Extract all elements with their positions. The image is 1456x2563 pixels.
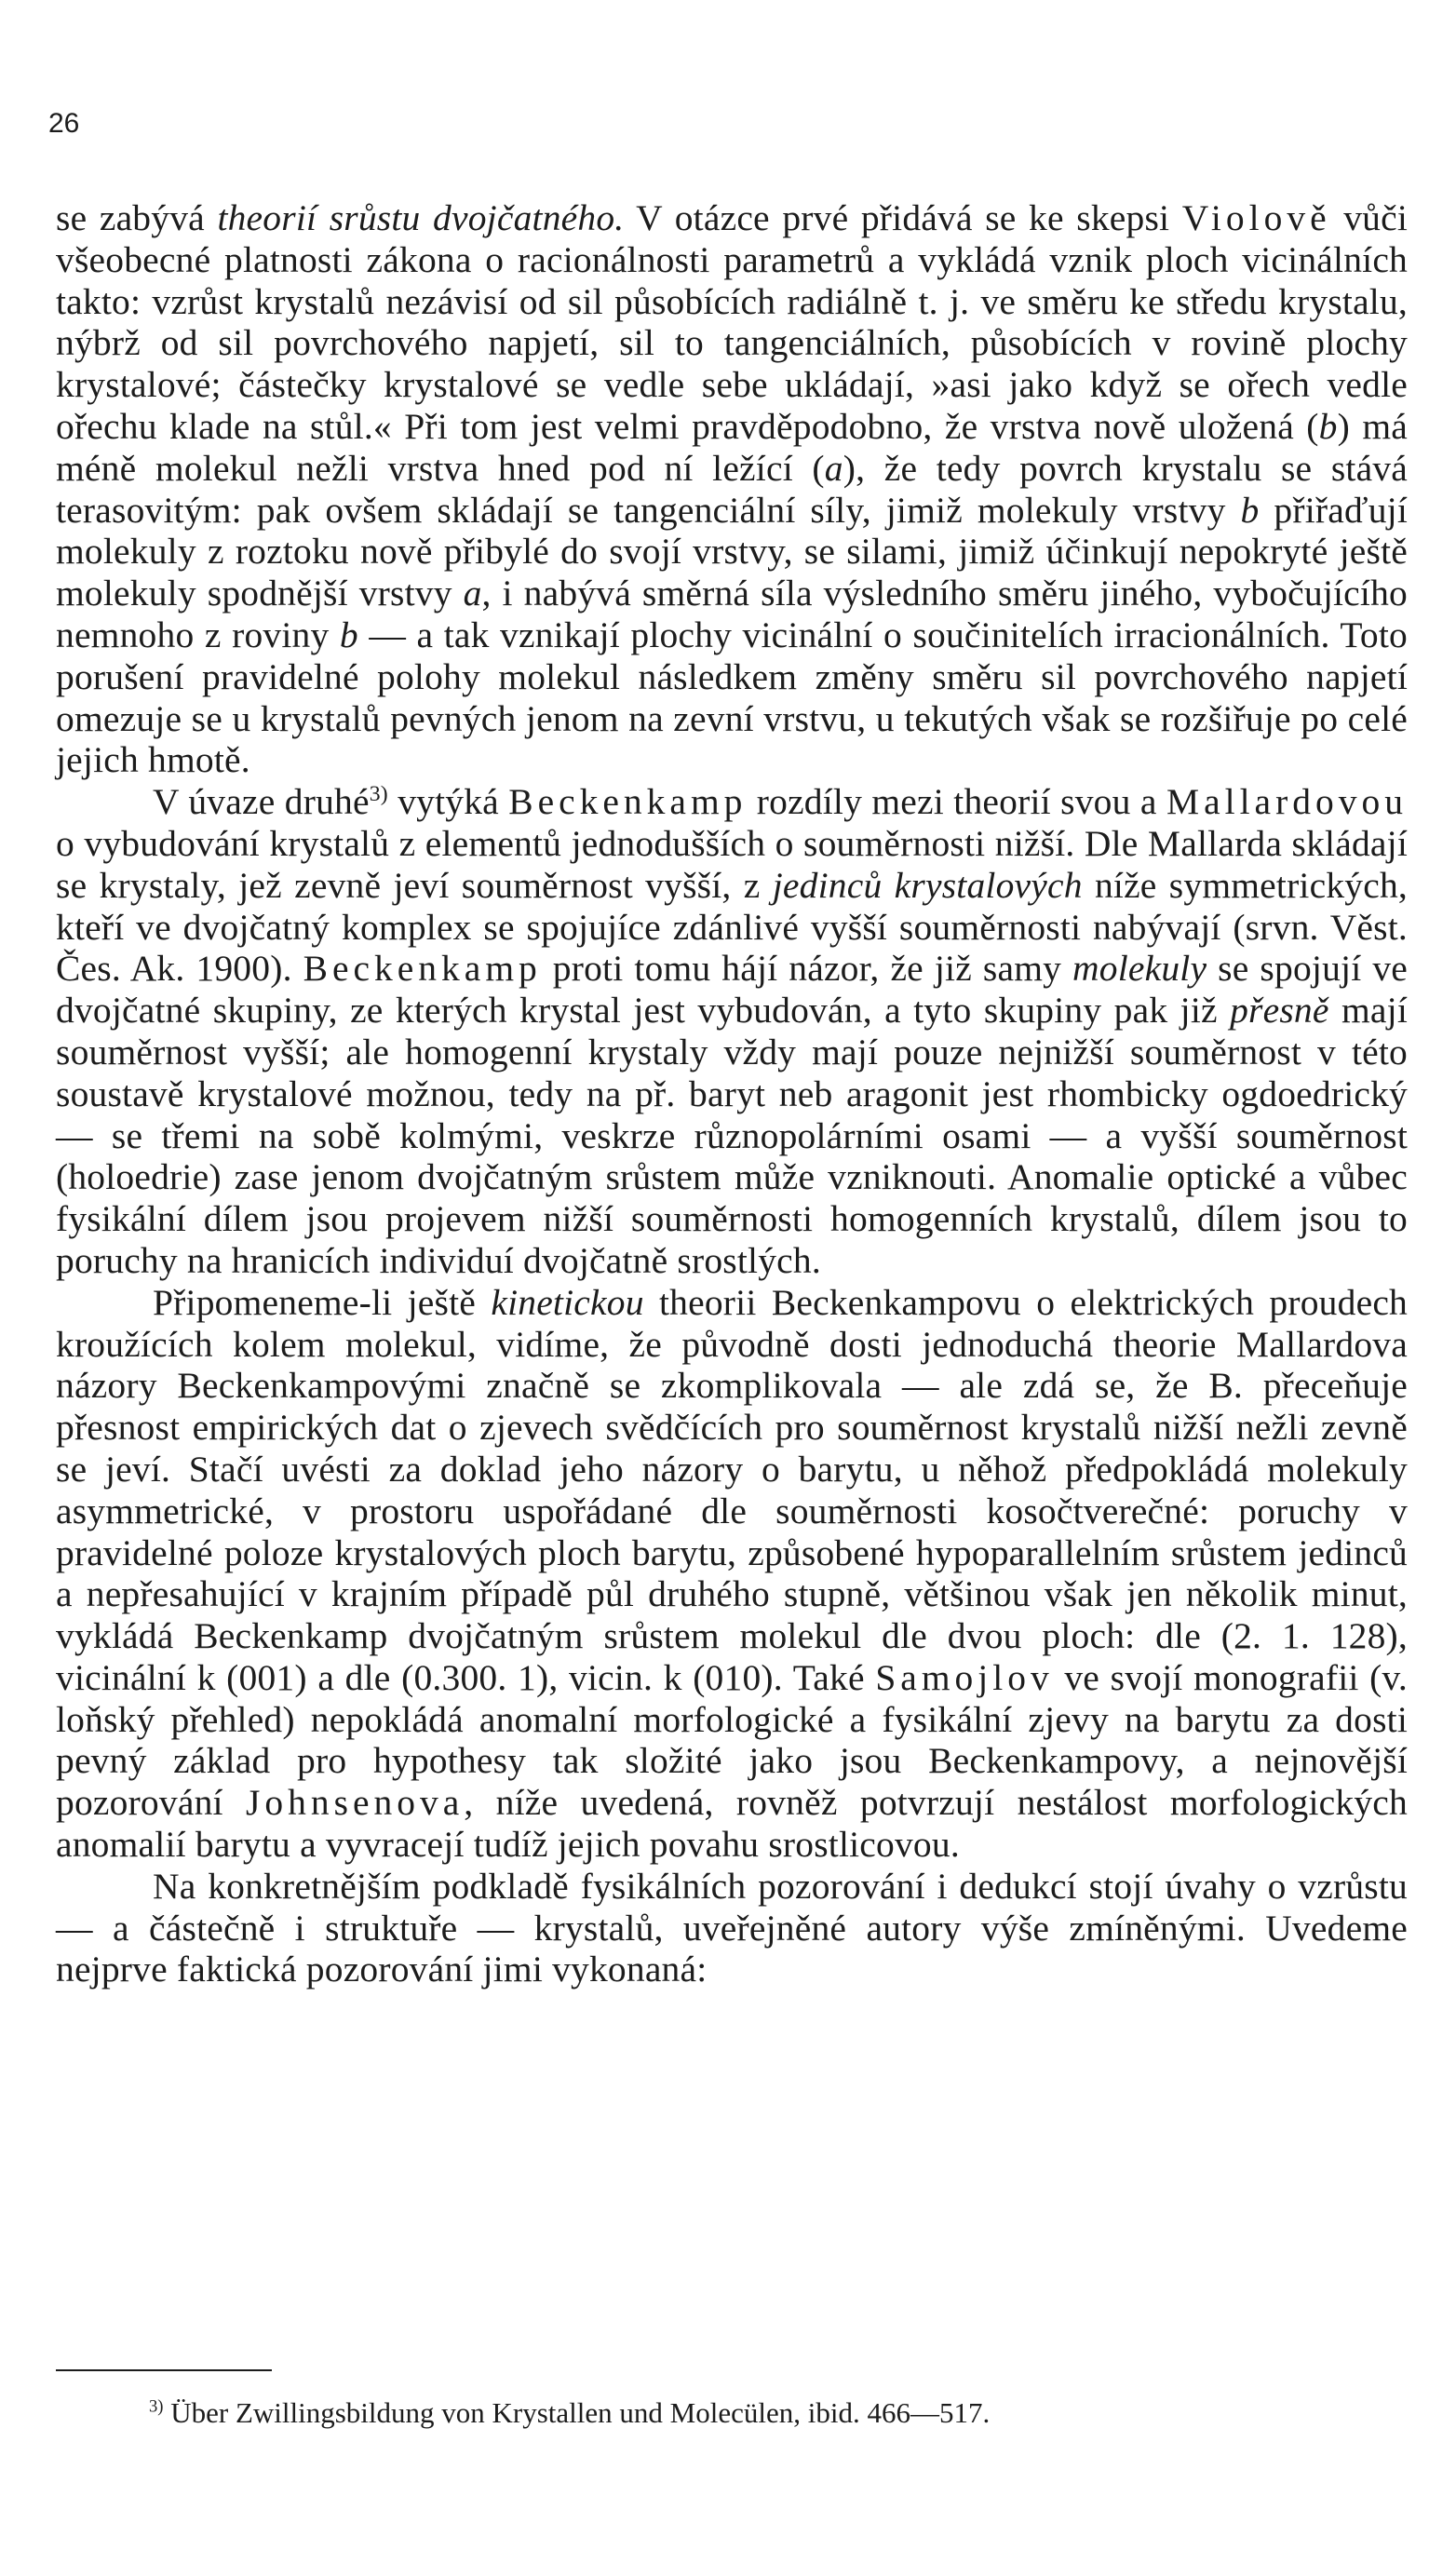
- text-run: se spojují ve dvojčatné skupiny, ze kterých krystal jest vybudován, a tyto skupiny pak již: [56, 948, 1409, 1032]
- text-run: , i nabývá směrná síla výsledního směru jiného, vybočujícího nemnoho z roviny: [56, 573, 1408, 655]
- text-run: , níže uvedená, rovněž potvrzují nestálost morfologických anomalií barytu a vyvracejí tudíž jejich povahu srostlicovou.: [56, 1782, 1408, 1866]
- footnote-marker: 3): [149, 2396, 164, 2417]
- author-name: Beckenkamp: [508, 781, 748, 823]
- footnote-reference: 3): [369, 782, 388, 806]
- italic-text: b: [339, 614, 358, 655]
- body-text: [56, 197, 1408, 1990]
- author-name: Johnsenova: [245, 1782, 465, 1824]
- text-run: Připomeneme-li ještě: [153, 1281, 492, 1323]
- paragraph: [56, 1282, 1408, 1866]
- text-run: V otázce prvé přidává se ke skepsi: [624, 197, 1182, 238]
- italic-text: b: [1240, 489, 1260, 531]
- text-run: se zabývá: [56, 197, 218, 238]
- text-run: ) má méně molekul nežli vrstva hned pod ní ležící (: [56, 405, 1409, 489]
- italic-text: a: [824, 447, 843, 489]
- author-name: Samojlov: [875, 1656, 1054, 1698]
- text-run: Na konkretnějším podkladě fysikálních pozorování i dedukcí stojí úvahy o vzrůstu — a částečně i struktuře — krystalů, uveřejněné autory výše zmíněnými. Uvedeme nejprve faktická pozorování jimi vykonaná:: [56, 1865, 1408, 1990]
- text-run: vůči všeobecné platnosti zákona o racionálnosti parametrů a vykládá vznik ploch vicinálních takto: vzrůst krystalů nezávisí od sil působících radiálně t. j. ve směru ke středu krystalu, nýbrž od sil povrchového napjetí, sil to tangenciálních, působících v rovině plochy krystalové; částečky krystalové se vedle sebe ukládají, »asi jako když se ořech vedle ořechu klade na stůl.« Při tom jest velmi pravděpodobno, že vrstva nově uložená (: [56, 197, 1409, 447]
- paragraph: [56, 781, 1408, 1282]
- italic-text: a: [463, 573, 482, 614]
- paragraph: [56, 197, 1408, 781]
- footnote-text: Über Zwillingsbildung von Krystallen und Molecülen, ibid. 466—517.: [170, 2396, 991, 2429]
- text-run: rozdíly mezi theorií svou a: [747, 781, 1166, 823]
- text-run: přiřaďují molekuly z roztoku nově přibylé do svojí vrstvy, se silami, jimiž účinkují nepokryté ještě molekuly spodnější vrstvy: [56, 489, 1408, 614]
- footnote-divider: [56, 2369, 272, 2371]
- author-name: Mallardovou: [1166, 781, 1408, 823]
- text-run: o vybudování krystalů z elementů jednodušších o souměrnosti nižší. Dle Mallarda skládají se krystaly, jež zevně jeví souměrnost vyšší, z: [56, 822, 1408, 906]
- paragraph: [56, 1866, 1408, 1990]
- author-name: Violově: [1181, 197, 1331, 238]
- text-run: ve svojí monografii (v. loňský přehled) nepokládá anomalní morfologické a fysikální zjevy na barytu za dosti pevný základ pro hypothesy tak složité jako jsou Beckenkampovy, a nejnovější pozorování: [56, 1656, 1408, 1824]
- italic-text: přesně: [1230, 990, 1329, 1032]
- text-run: níže symmetrických, kteří ve dvojčatný komplex se spojujíce zdánlivé vyšší souměrnosti nabývají (srvn. Věst. Čes. Ak. 1900).: [56, 864, 1408, 990]
- text-run: proti tomu hájí názor, že již samy: [541, 948, 1073, 990]
- author-name: Beckenkamp: [303, 948, 542, 990]
- text-run: theorii Beckenkampovu o elektrických proudech kroužících kolem molekul, vidíme, že původně dosti jednoduchá theorie Mallardova názory Beckenkampovými značně se zkomplikovala — ale zdá se, že B. přeceňuje přesnost empirických dat o zjevech svědčících pro souměrnost krystalů nižší nežli zevně se jeví. Stačí uvésti za doklad jeho názory o barytu, u něhož předpokládá molekuly asymmetrické, v prostoru uspořádané dle souměrnosti kosočtverečné: poruchy v pravidelné poloze krystalových ploch barytu, způsobené hypoparallelním srůstem jedinců a nepřesahující v krajním případě půl druhého stupně, většinou však jen několik minut, vykládá Beckenkamp dvojčatným srůstem molekul dle dvou ploch: dle (2. 1. 128), vicinální k (001) a dle (0.300. 1), vicin. k (010). Také: [56, 1281, 1408, 1698]
- italic-text: molekuly: [1072, 948, 1207, 990]
- footnote: [149, 2394, 1359, 2432]
- italic-text: jedinců krystalových: [772, 864, 1083, 906]
- page-number: 26: [48, 108, 80, 139]
- text-run: V úvaze druhé: [153, 781, 370, 823]
- italic-text: kinetickou: [491, 1281, 644, 1323]
- text-run: — a tak vznikají plochy vicinální o součinitelích irracionálních. Toto porušení pravidelné polohy molekul následkem změny směru sil povrchového napjetí omezuje se u krystalů pevných jenom na zevní vrstvu, u tekutých však se rozšiřuje po celé jejich hmotě.: [56, 614, 1408, 781]
- text-run: ), že tedy povrch krystalu se stává terasovitým: pak ovšem skládají se tangenciální síly, jimiž molekuly vrstvy: [56, 447, 1409, 531]
- italic-text: b: [1318, 405, 1338, 447]
- text-run: mají souměrnost vyšší; ale homogenní krystaly vždy mají pouze nejnižší souměrnost v této soustavě krystalové možnou, tedy na př. baryt neb aragonit jest rhombicky ogdoedrický — se třemi na sobě kolmými, veskrze různopolárními osami — a vyšší souměrnost (holoedrie) zase jenom dvojčatným srůstem může vzniknouti. Anomalie optické a vůbec fysikální dílem jsou projevem nižší souměrnosti homogenních krystalů, dílem jsou to poruchy na hranicích individuí dvojčatně srostlých.: [56, 990, 1408, 1281]
- text-run: vytýká: [387, 781, 509, 823]
- italic-text: theorií srůstu dvojčatného.: [217, 197, 625, 238]
